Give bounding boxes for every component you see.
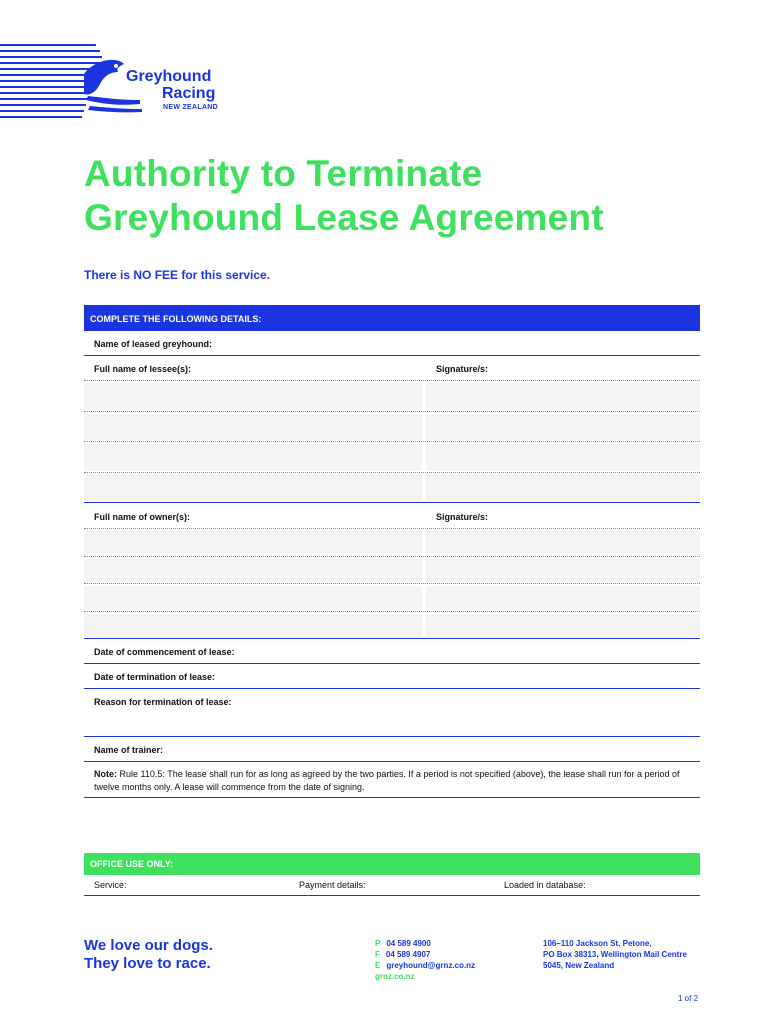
- brand-name: Greyhound: [126, 68, 212, 85]
- office-payment-label: Payment details:: [299, 880, 366, 890]
- email-link[interactable]: greyhound@grnz.co.nz: [386, 961, 476, 970]
- phone-key: P: [375, 939, 381, 948]
- office-divider: [84, 895, 700, 896]
- lessee-name-label: Full name of lessee(s):: [94, 364, 192, 374]
- note-text: Rule 110.5: The lease shall run for as long as agreed by the two parties. If a period is not specified (above), the lease shall run for a period of twelve months only. A lease will commence from the date of signing.: [94, 769, 680, 792]
- owner-header-row[interactable]: [84, 503, 700, 529]
- title-line-2: Greyhound Lease Agreement: [84, 197, 604, 238]
- office-use-header: OFFICE USE ONLY:: [84, 853, 700, 875]
- termination-reason-label: Reason for termination of lease:: [94, 697, 232, 707]
- page-title: [84, 152, 724, 240]
- owner-entry-row[interactable]: [84, 529, 700, 557]
- website-link[interactable]: grnz.co.nz: [375, 972, 415, 981]
- email-key: E: [375, 961, 381, 970]
- details-header: COMPLETE THE FOLLOWING DETAILS:: [84, 305, 700, 331]
- address-line-1: 106–110 Jackson St, Petone,: [543, 939, 652, 948]
- lessee-signature-label: Signature/s:: [436, 364, 489, 374]
- note-divider: [84, 797, 700, 798]
- fax-number: 04 589 4907: [385, 950, 431, 959]
- lessee-entry-row[interactable]: [84, 412, 700, 442]
- slogan-line-2: They love to race.: [84, 955, 211, 972]
- no-fee-notice: There is NO FEE for this service.: [84, 268, 271, 282]
- owner-entry-row[interactable]: [84, 612, 700, 639]
- owner-entry-row[interactable]: [84, 557, 700, 584]
- lessee-header-row[interactable]: [84, 356, 700, 381]
- contact-details: [375, 938, 475, 982]
- title-line-1: Authority to Terminate: [84, 153, 483, 194]
- brand-subname: Racing: [162, 85, 216, 102]
- owner-entry-row[interactable]: [84, 584, 700, 612]
- termination-date-label: Date of termination of lease:: [94, 672, 216, 682]
- owner-name-label: Full name of owner(s):: [94, 512, 191, 522]
- commencement-date-row[interactable]: [84, 639, 700, 664]
- lessee-entry-row[interactable]: [84, 381, 700, 412]
- page-number: 1 of 2: [678, 994, 699, 1003]
- phone-number: 04 589 4900: [386, 939, 431, 948]
- office-loaded-label: Loaded in database:: [504, 880, 586, 890]
- address-line-3: 5045, New Zealand: [543, 961, 615, 970]
- address-line-2: PO Box 38313, Wellington Mail Centre: [543, 950, 687, 959]
- brand-country: NEW ZEALAND: [163, 104, 219, 111]
- owner-signature-label: Signature/s:: [436, 512, 489, 522]
- footer-slogan: [84, 937, 213, 973]
- termination-date-row[interactable]: [84, 664, 700, 689]
- greyhound-name-row[interactable]: [84, 331, 700, 356]
- slogan-line-1: We love our dogs.: [84, 937, 213, 954]
- lease-rule-note: [94, 768, 684, 794]
- note-label: Note:: [94, 769, 117, 779]
- lessee-entry-row[interactable]: [84, 473, 700, 503]
- termination-reason-row[interactable]: [84, 689, 700, 737]
- office-service-label: Service:: [94, 880, 127, 890]
- fax-key: F: [375, 950, 380, 959]
- greyhound-name-label: Name of leased greyhound:: [94, 339, 213, 349]
- lessee-entry-row[interactable]: [84, 442, 700, 473]
- trainer-name-label: Name of trainer:: [94, 745, 164, 755]
- postal-address: [543, 938, 687, 971]
- commencement-date-label: Date of commencement of lease:: [94, 647, 235, 657]
- trainer-name-row[interactable]: [84, 737, 700, 762]
